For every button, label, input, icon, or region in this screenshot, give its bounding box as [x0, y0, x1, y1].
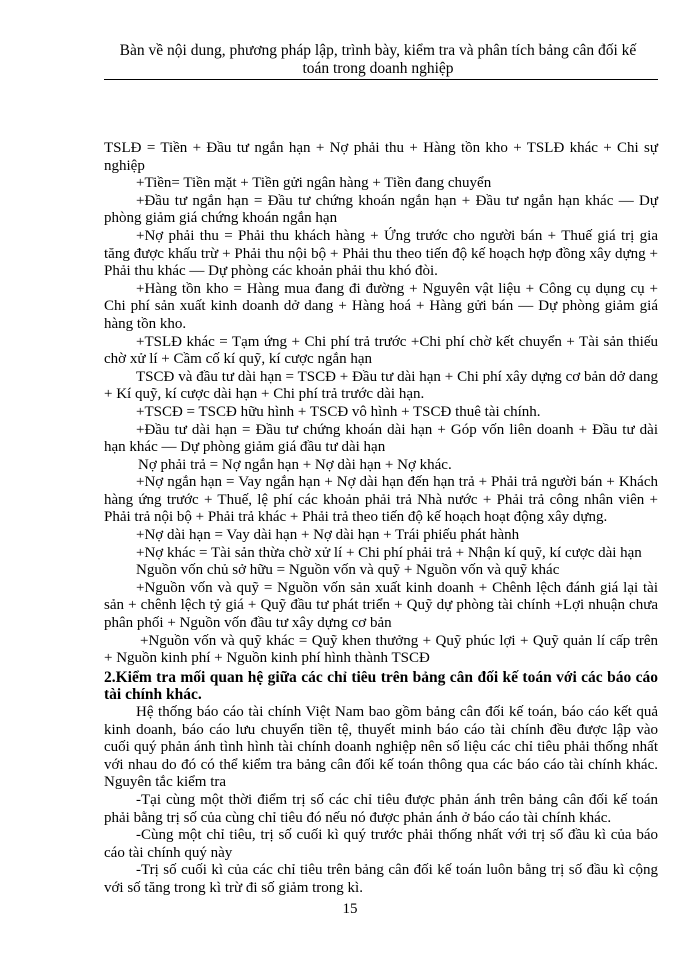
paragraph: +Đầu tư dài hạn = Đầu tư chứng khoán dài hạn + Góp vốn liên doanh + Đầu tư dài hạn khác — Dự phòng giảm giá đầu tư dài hạn — [104, 421, 658, 456]
header-title-line-1: Bàn về nội dung, phương pháp lập, trình bày, kiểm tra và phân tích bảng cân đối kế — [119, 42, 637, 59]
paragraph: +Nợ phải thu = Phải thu khách hàng + Ứng trước cho người bán + Thuế giá trị gia tăng được khấu trừ + Phải thu nội bộ + Phải thu theo tiến độ kế hoạch hợp đồng xây dựng + Phải thu khác — Dự phòng các khoản phải thu khó đòi. — [104, 227, 658, 280]
header-title-line-2: toán trong doanh nghiệp — [302, 60, 454, 77]
paragraph: Nợ phải trả = Nợ ngắn hạn + Nợ dài hạn + Nợ khác. — [138, 456, 452, 473]
section-heading: 2.Kiểm tra mối quan hệ giữa các chỉ tiêu trên bảng cân đối kế toán với các báo cáo tài chính khác. — [104, 668, 658, 704]
paragraph: +Nợ ngắn hạn = Vay ngắn hạn + Nợ dài hạn đến hạn trả + Phải trả người bán + Khách hàng ứng trước + Thuế, lệ phí các khoản phải trả Nhà nước + Phải trả công nhân viên + Phải trả nội bộ + Phải trả khác + Phải trả theo tiến độ kế hoạch hoạt động xây dựng. — [104, 474, 658, 526]
paragraph: -Trị số cuối kì của các chỉ tiêu trên bảng cân đối kế toán luôn bằng trị số đầu kì cộng với số tăng trong kì trừ đi số giảm trong kì. — [104, 862, 658, 896]
paragraph: -Cùng một chỉ tiêu, trị số cuối kì quý trước phải thống nhất với trị số đầu kì của báo cáo tài chính quý này — [104, 827, 658, 861]
document-body — [104, 140, 658, 898]
paragraph: +TSCĐ = TSCĐ hữu hình + TSCĐ vô hình + TSCĐ thuê tài chính. — [136, 403, 541, 420]
paragraph: +Hàng tồn kho = Hàng mua đang đi đường + Nguyên vật liệu + Công cụ dụng cụ + Chi phí sản xuất kinh doanh dở dang + Hàng hoá + Hàng gửi bán — Dự phòng giảm giá hàng tồn kho. — [104, 280, 658, 332]
paragraph: Nguồn vốn chủ sở hữu = Nguồn vốn và quỹ + Nguồn vốn và quỹ khác — [136, 562, 560, 579]
paragraph: +Nguồn vốn và quỹ = Nguồn vốn sản xuất kinh doanh + Chênh lệch đánh giá lại tài sản + chênh lệch tỷ giá + Quỹ đầu tư phát triển + Quỹ dự phòng tài chính +Lợi nhuận chưa phân phối + Nguồn vốn đầu tư xây dựng cơ bản — [104, 579, 658, 632]
paragraph: +Nguồn vốn và quỹ khác = Quỹ khen thưởng + Quỹ phúc lợi + Quỹ quản lí cấp trên + Nguồn kinh phí + Nguồn kinh phí hình thành TSCĐ — [104, 632, 658, 667]
paragraph: +Tiền= Tiền mặt + Tiền gửi ngân hàng + Tiền đang chuyển — [136, 175, 492, 192]
header-divider — [104, 79, 658, 80]
paragraph: +Nợ khác = Tài sản thừa chờ xử lí + Chi phí phải trả + Nhận kí quỹ, kí cược dài hạn — [136, 544, 642, 561]
paragraph: +TSLĐ khác = Tạm ứng + Chi phí trả trước +Chi phí chờ kết chuyển + Tài sản thiếu chờ xử lí + Cầm cố kí quỹ, kí cược ngắn hạn — [104, 333, 658, 368]
paragraph: Hệ thống báo cáo tài chính Việt Nam bao gồm bảng cân đối kế toán, báo cáo kết quả kinh doanh, báo cáo lưu chuyển tiền tệ, thuyết minh báo cáo tài chính đều được lập vào cuối quý phản ánh tình hình tài chính doanh nghiệp nên số liệu các chỉ tiêu phải thống nhất với nhau do đó có thể kiểm tra bảng cân đối kế toán thông qua các báo cáo tài chính khác. Nguyên tắc kiểm tra — [104, 704, 658, 791]
paragraph: -Tại cùng một thời điểm trị số các chỉ tiêu được phản ánh trên bảng cân đối kế toán phải bằng trị số của cùng chỉ tiêu đó nếu nó được phản ánh ở báo cáo tài chính khác. — [104, 791, 658, 826]
page-number: 15 — [342, 901, 358, 917]
paragraph: TSLĐ = Tiền + Đầu tư ngắn hạn + Nợ phải thu + Hàng tồn kho + TSLĐ khác + Chi sự nghiệp — [104, 140, 658, 174]
paragraph: +Nợ dài hạn = Vay dài hạn + Nợ dài hạn + Trái phiếu phát hành — [136, 527, 520, 544]
paragraph: +Đầu tư ngắn hạn = Đầu tư chứng khoán ngắn hạn + Đầu tư ngắn hạn khác — Dự phòng giảm giá chứng khoán ngắn hạn — [104, 192, 658, 227]
page-header — [100, 42, 656, 78]
paragraph: TSCĐ và đầu tư dài hạn = TSCĐ + Đầu tư dài hạn + Chi phí xây dựng cơ bản dở dang + Kí quỹ, kí cược dài hạn + Chi phí trả trước dài hạn. — [104, 368, 658, 403]
